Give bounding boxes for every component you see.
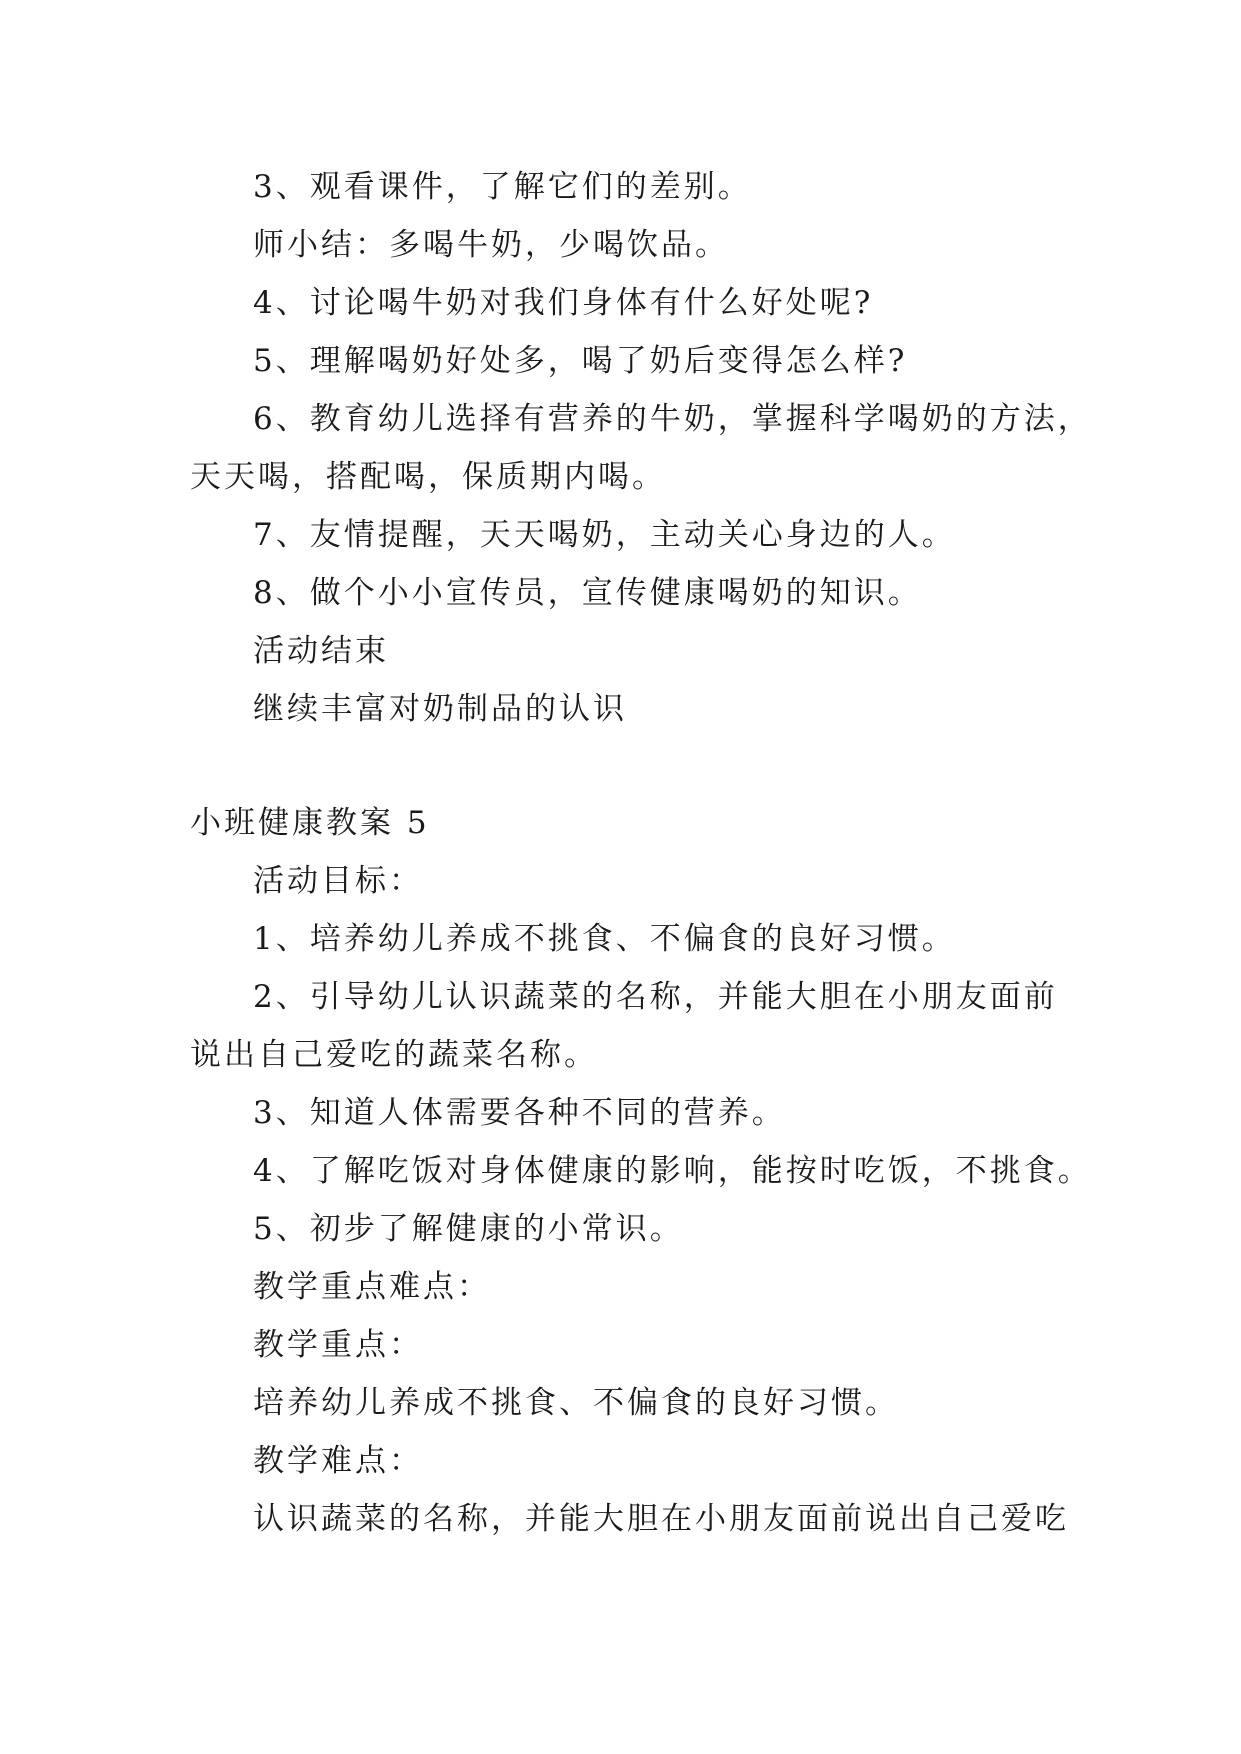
activity-end-heading: 活动结束 [253,633,389,669]
step-6-line-2: 天天喝，搭配喝，保质期内喝。 [190,459,666,495]
key-heading: 教学重点： [253,1327,423,1363]
lesson-title: 小班健康教案 5 [190,805,430,841]
goals-heading: 活动目标： [253,863,423,899]
activity-end-text: 继续丰富对奶制品的认识 [253,691,627,727]
goal-2-line-1: 2、引导幼儿认识蔬菜的名称，并能大胆在小朋友面前 [253,979,1058,1015]
step-7: 7、友情提醒，天天喝奶，主动关心身边的人。 [253,517,956,553]
step-5: 5、理解喝奶好处多，喝了奶后变得怎么样? [253,343,908,379]
key-text: 培养幼儿养成不挑食、不偏食的良好习惯。 [253,1385,899,1421]
goal-2-line-2: 说出自己爱吃的蔬菜名称。 [190,1037,598,1073]
difficult-text: 认识蔬菜的名称，并能大胆在小朋友面前说出自己爱吃 [253,1501,1069,1537]
difficult-heading: 教学难点： [253,1443,423,1479]
goal-5: 5、初步了解健康的小常识。 [253,1211,684,1247]
step-8: 8、做个小小宣传员，宣传健康喝奶的知识。 [253,575,922,611]
teacher-summary: 师小结：多喝牛奶，少喝饮品。 [253,227,729,263]
goal-1: 1、培养幼儿养成不挑食、不偏食的良好习惯。 [253,921,956,957]
step-3: 3、观看课件，了解它们的差别。 [253,169,752,205]
key-difficult-heading: 教学重点难点： [253,1269,491,1305]
step-6-line-1: 6、教育幼儿选择有营养的牛奶，掌握科学喝奶的方法， [253,401,1092,437]
goal-4: 4、了解吃饭对身体健康的影响，能按时吃饭，不挑食。 [253,1153,1092,1189]
step-4: 4、讨论喝牛奶对我们身体有什么好处呢? [253,285,874,321]
goal-3: 3、知道人体需要各种不同的营养。 [253,1095,786,1131]
